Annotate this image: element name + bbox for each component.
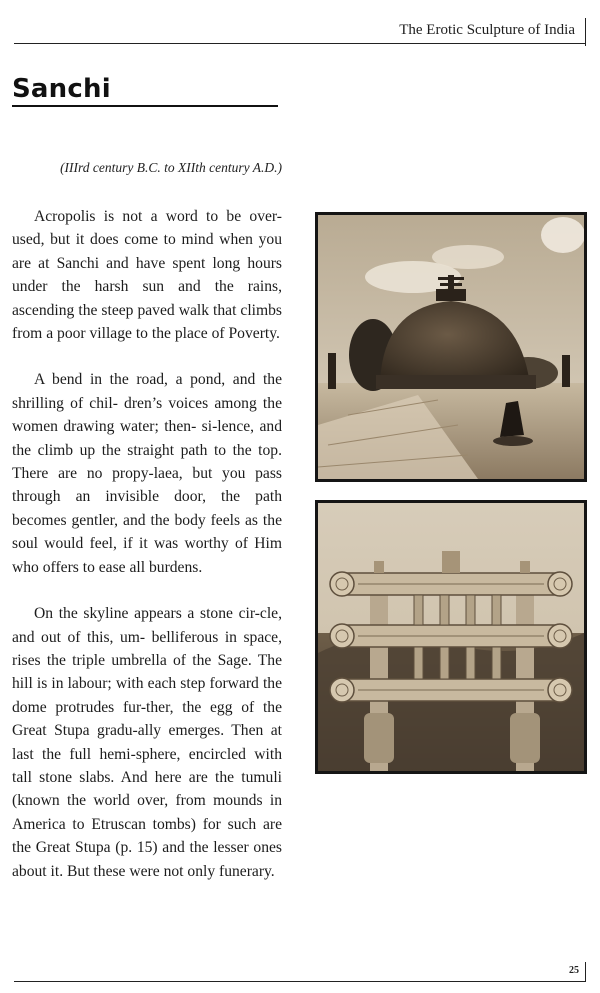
paragraph-3: On the skyline appears a stone cir-cle, and out of this, um- belliferous in space, rises the triple umbrella of the Sage. The hill is in labour; with each step forward the dome protrudes fur-ther, the egg of the Great Stupa gradu-ally emerges. Then at last the full hemi-sphere, encircled with tall stone slabs. And here are the tumuli (known the world over, from mounds in America to Etruscan tombs) for such are the Great Stupa (p. 15) and the lesser ones about it. But these were not only funerary. (12, 605, 282, 880)
body-text (12, 205, 282, 906)
title-underline (12, 105, 278, 107)
torana-gateway-photo (315, 500, 587, 774)
great-stupa-photo (315, 212, 587, 482)
chapter-title: Sanchi (12, 74, 111, 104)
running-header: The Erotic Sculpture of India (399, 18, 586, 46)
paragraph-1: Acropolis is not a word to be over-used, but it does come to mind when you are at Sanchi and have spent long hours under the harsh sun and the rains, ascending the steep paved walk that climbs from a poor village to the place of Poverty. (12, 208, 282, 343)
header-rule (14, 43, 586, 44)
paragraph-2: A bend in the road, a pond, and the shrilling of chil- dren’s voices among the women drawing water; then- si-lence, and the climb up the straight path to the top. There are no propy-laea, but you pass through an invisible door, the path becomes gentler, and the body feels as the soul would feel, if it was worthy of Him who offers to ease all burdens. (12, 371, 282, 576)
page-number: 25 (569, 962, 586, 981)
stupa-photo-icon (318, 215, 584, 479)
chapter-subtitle: (IIIrd century B.C. to XIIth century A.D.) (60, 160, 282, 175)
footer-rule (14, 981, 586, 982)
gateway-photo-icon (318, 503, 584, 771)
